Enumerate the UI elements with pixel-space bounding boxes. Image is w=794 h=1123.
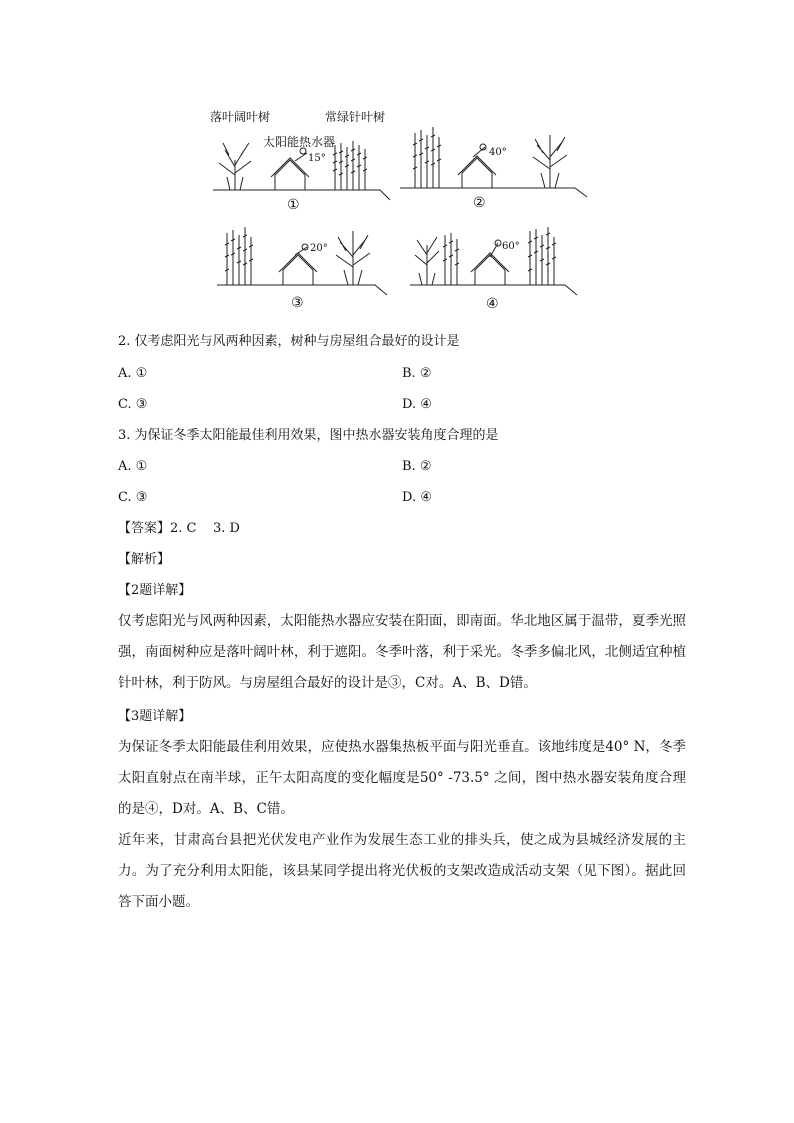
q2-option-a: A. ① bbox=[118, 366, 148, 381]
label-heater: 太阳能热水器 bbox=[263, 135, 336, 149]
q2-option-c: C. ③ bbox=[118, 397, 148, 412]
q2-option-b: B. ② bbox=[402, 366, 432, 381]
intro-text: 近年来，甘肃高台县把光伏发电产业作为发展生态工业的排头兵，使之成为县城经济发展的主力。为了充分利用太阳能，该县某同学提出将光伏板的支架改造成活动支架（见下图）。据此回答下面小题。 bbox=[118, 832, 686, 910]
detail2-heading: 【2题详解】 bbox=[118, 583, 192, 598]
panel-3-angle: 20° bbox=[310, 243, 328, 254]
panel-2-number: ② bbox=[473, 195, 486, 211]
q2-option-d: D. ④ bbox=[402, 397, 432, 412]
panel-2 bbox=[400, 127, 587, 211]
analysis-heading: 【解析】 bbox=[118, 552, 171, 567]
detail3-text: 为保证冬季太阳能最佳利用效果，应使热水器集热板平面与阳光垂直。该地纬度是40° N，冬季太阳直射点在南半球，正午太阳高度的变化幅度是50° -73.5° 之间，图中热水器安装角度合理的是④，D对。A、B、C错。 bbox=[118, 739, 686, 817]
panel-3 bbox=[217, 227, 387, 311]
panel-4-number: ④ bbox=[486, 296, 499, 312]
answer-line: 【答案】2. C 3. D bbox=[118, 521, 240, 536]
panel-4 bbox=[410, 227, 577, 312]
panel-1 bbox=[213, 141, 390, 213]
q3-option-d: D. ④ bbox=[402, 490, 432, 505]
label-deciduous: 落叶阔叶树 bbox=[210, 110, 271, 124]
q3-stem: 3. 为保证冬季太阳能最佳利用效果，图中热水器安装角度合理的是 bbox=[118, 428, 499, 443]
panel-1-angle: 15° bbox=[308, 153, 326, 164]
panel-3-number: ③ bbox=[291, 295, 304, 311]
q2-stem: 2. 仅考虑阳光与风两种因素，树种与房屋组合最好的设计是 bbox=[118, 334, 460, 349]
q3-option-c: C. ③ bbox=[118, 490, 148, 505]
q3-option-a: A. ① bbox=[118, 459, 148, 474]
q3-option-b: B. ② bbox=[402, 459, 432, 474]
panel-1-number: ① bbox=[287, 197, 300, 213]
detail2-text: 仅考虑阳光与风两种因素，太阳能热水器应安装在阳面，即南面。华北地区属于温带，夏季光照强，南面树种应是落叶阔叶林，利于遮阳。冬季叶落，利于采光。冬季多偏北风，北侧适宜种植针叶林，利于防风。与房屋组合最好的设计是③，C对。A、B、D错。 bbox=[118, 613, 686, 691]
panel-4-angle: 60° bbox=[502, 241, 520, 252]
panel-2-angle: 40° bbox=[489, 147, 507, 158]
label-evergreen: 常绿针叶树 bbox=[325, 110, 386, 124]
tree-house-figure bbox=[205, 105, 595, 320]
detail3-heading: 【3题详解】 bbox=[118, 709, 192, 724]
